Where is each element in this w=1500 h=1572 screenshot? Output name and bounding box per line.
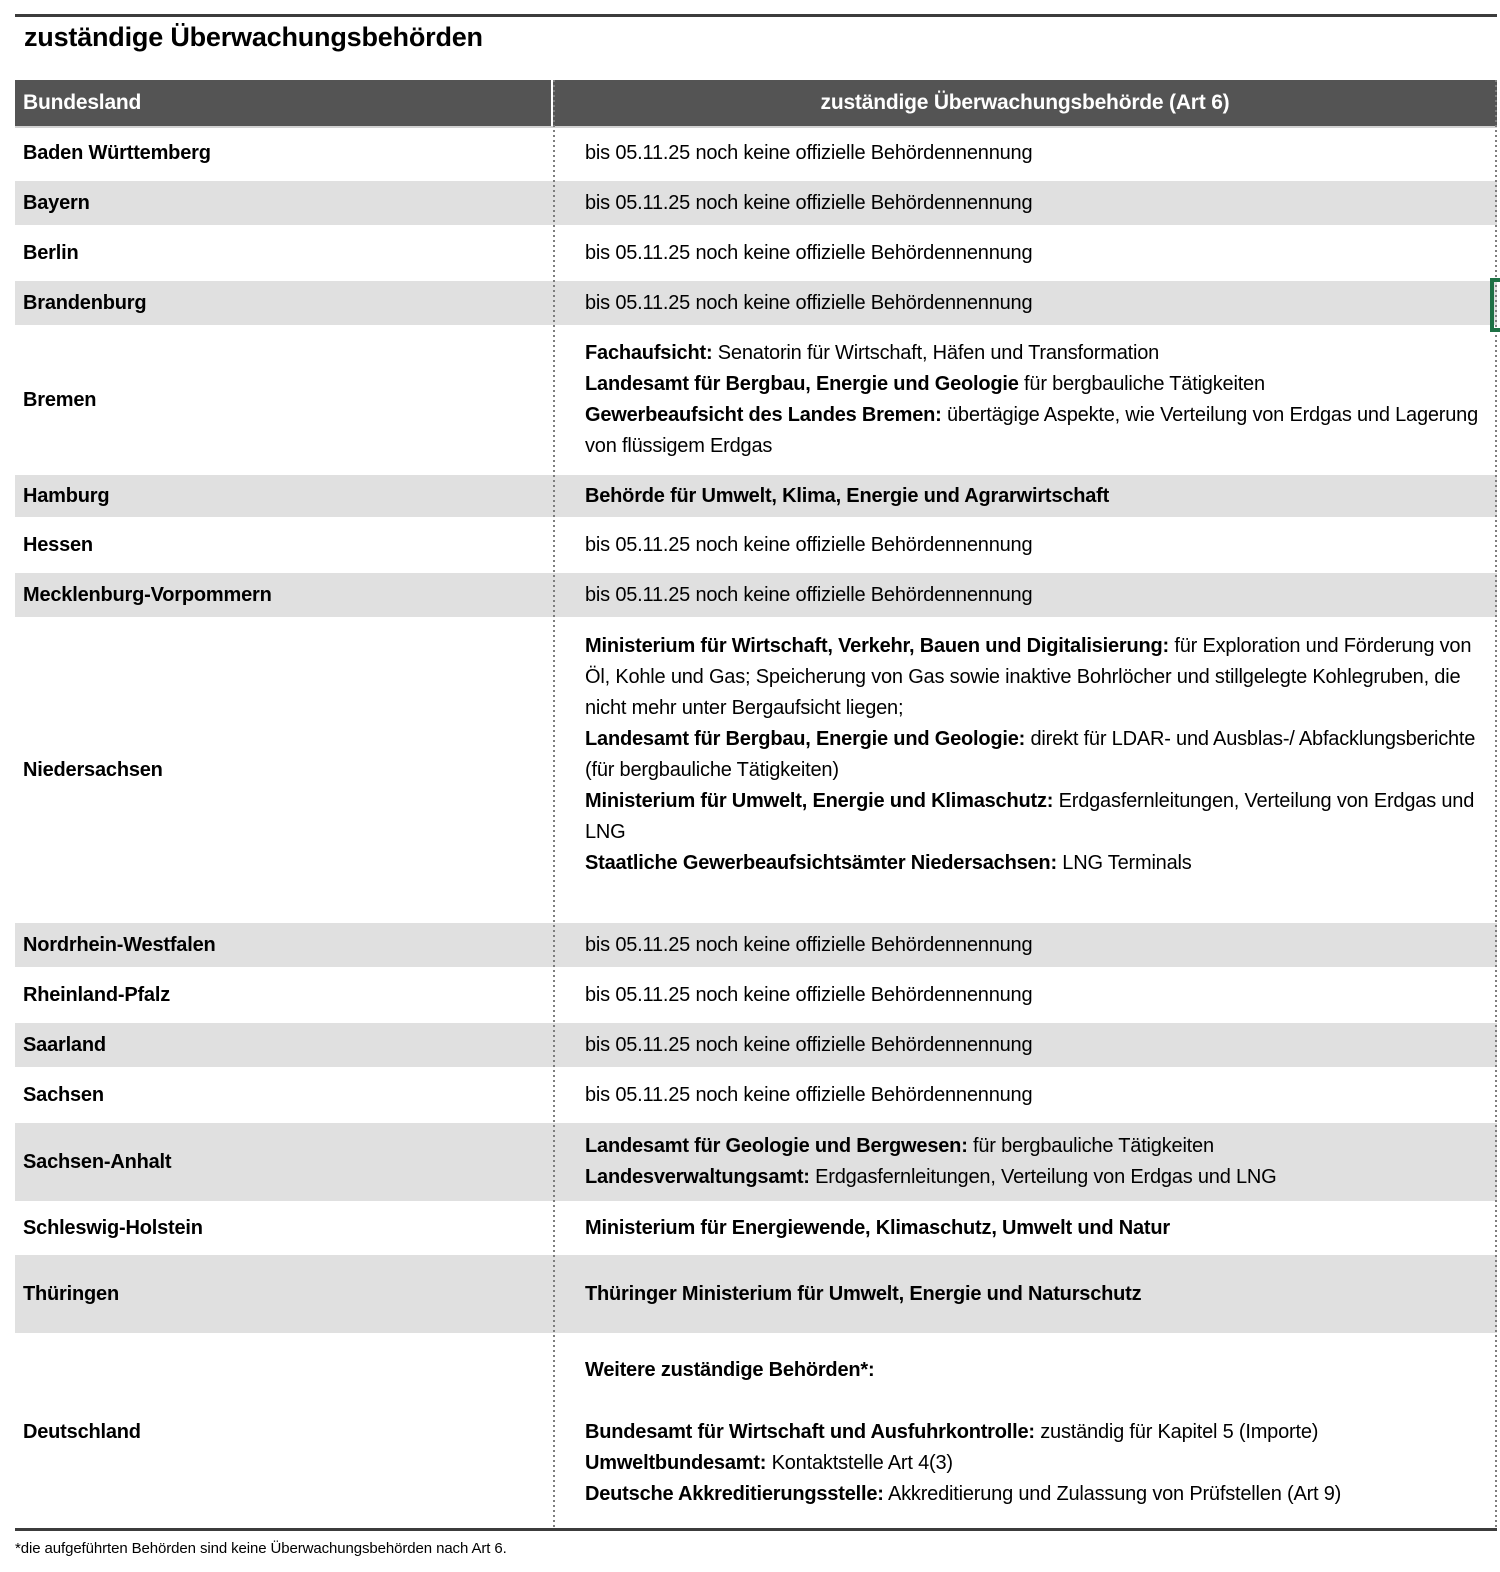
behoerde-entry: bis 05.11.25 noch keine offizielle Behördennennung xyxy=(585,191,1033,214)
behoerde-cell[interactable] xyxy=(553,181,1497,225)
behoerde-entry: Thüringer Ministerium für Umwelt, Energie und Naturschutz xyxy=(585,1282,1142,1305)
bundesland-cell[interactable]: Bayern xyxy=(23,191,90,214)
bundesland-cell[interactable]: Rheinland-Pfalz xyxy=(23,983,171,1006)
behoerde-cell[interactable] xyxy=(553,520,1497,570)
bundesland-cell[interactable]: Brandenburg xyxy=(23,291,147,314)
behoerde-entry: bis 05.11.25 noch keine offizielle Behördennennung xyxy=(585,291,1033,314)
behoerde-entry: Gewerbeaufsicht des Landes Bremen: übertägige Aspekte, wie Verteilung von Erdgas und Lagerung von flüssigem Erdgas xyxy=(585,404,1479,457)
table-row xyxy=(15,1120,1497,1204)
footnote: *die aufgeführten Behörden sind keine Überwachungsbehörden nach Art 6. xyxy=(15,1540,507,1557)
behoerde-entry: bis 05.11.25 noch keine offizielle Behördennennung xyxy=(585,533,1033,556)
bundesland-cell[interactable]: Baden Württemberg xyxy=(23,141,211,164)
table-row xyxy=(15,228,1497,278)
behoerde-cell[interactable] xyxy=(553,1123,1497,1201)
top-rule xyxy=(15,14,1497,17)
behoerde-cell[interactable] xyxy=(553,281,1497,325)
table-row xyxy=(15,1336,1497,1528)
bundesland-cell[interactable]: Hessen xyxy=(23,533,93,556)
bundesland-cell[interactable]: Hamburg xyxy=(23,484,110,507)
table-row xyxy=(15,128,1497,178)
column-header-behoerde: zuständige Überwachungsbehörde (Art 6) xyxy=(820,91,1230,114)
blank-line xyxy=(585,879,1483,910)
bundesland-cell[interactable]: Mecklenburg-Vorpommern xyxy=(23,583,272,606)
behoerde-entry: Landesverwaltungsamt: Erdgasfernleitungen, Verteilung von Erdgas und LNG xyxy=(585,1166,1277,1188)
bundesland-cell[interactable]: Berlin xyxy=(23,241,79,264)
behoerde-cell[interactable] xyxy=(553,970,1497,1020)
behoerde-entry: bis 05.11.25 noch keine offizielle Behördennennung xyxy=(585,933,1033,956)
behoerde-cell[interactable] xyxy=(553,1255,1497,1333)
behoerde-cell[interactable] xyxy=(553,923,1497,967)
behoerde-entry: Ministerium für Wirtschaft, Verkehr, Bauen und Digitalisierung: für Exploration und Förderung von Öl, Kohle und Gas; Speicherung von Gas sowie inaktive Bohrlöcher und stillgelegte Kohlegruben, die nicht mehr unter Bergaufsicht liegen; xyxy=(585,634,1472,719)
behoerde-entry: Behörde für Umwelt, Klima, Energie und Agrarwirtschaft xyxy=(585,484,1110,507)
behoerde-entry: Staatliche Gewerbeaufsichtsämter Niedersachsen: LNG Terminals xyxy=(585,851,1192,874)
column-header-bundesland: Bundesland xyxy=(15,80,553,126)
behoerde-entry: bis 05.11.25 noch keine offizielle Behördennennung xyxy=(585,583,1033,606)
behoerde-entry: Fachaufsicht: Senatorin für Wirtschaft, Häfen und Transformation xyxy=(585,342,1160,364)
behoerde-entry: Deutsche Akkreditierungsstelle: Akkreditierung und Zulassung von Prüfstellen (Art 9) xyxy=(585,1482,1342,1505)
table-row xyxy=(15,970,1497,1020)
behoerde-cell[interactable] xyxy=(553,1023,1497,1067)
bundesland-cell[interactable]: Thüringen xyxy=(23,1282,119,1305)
bundesland-cell[interactable]: Sachsen-Anhalt xyxy=(23,1150,172,1173)
behoerde-cell[interactable] xyxy=(553,573,1497,617)
blank-line xyxy=(585,1386,1483,1417)
column-divider-dotted xyxy=(553,80,555,1528)
behoerde-cell[interactable] xyxy=(553,1336,1497,1528)
bundesland-cell[interactable]: Saarland xyxy=(23,1033,106,1056)
behoerde-cell[interactable] xyxy=(553,328,1497,472)
bundesland-cell[interactable]: Deutschland xyxy=(23,1420,141,1443)
behoerde-entry: bis 05.11.25 noch keine offizielle Behördennennung xyxy=(585,241,1033,264)
behoerde-cell[interactable] xyxy=(553,475,1497,517)
behoerde-cell[interactable] xyxy=(553,1204,1497,1252)
behoerde-cell[interactable] xyxy=(553,128,1497,178)
table-row xyxy=(15,1070,1497,1120)
table-row xyxy=(15,1204,1497,1252)
table-row xyxy=(15,1020,1497,1070)
bundesland-cell[interactable]: Bremen xyxy=(23,388,97,411)
authorities-table xyxy=(15,80,1497,1531)
behoerde-cell[interactable] xyxy=(553,228,1497,278)
bundesland-cell[interactable]: Niedersachsen xyxy=(23,758,163,781)
behoerde-cell[interactable] xyxy=(553,620,1497,920)
table-header-row xyxy=(15,80,1497,128)
table-row xyxy=(15,328,1497,472)
behoerde-entry: Landesamt für Geologie und Bergwesen: für bergbauliche Tätigkeiten xyxy=(585,1135,1214,1157)
behoerde-entry: Ministerium für Umwelt, Energie und Klimaschutz: Erdgasfernleitungen, Verteilung von Erdgas und LNG xyxy=(585,789,1475,843)
bundesland-cell[interactable]: Nordrhein-Westfalen xyxy=(23,933,216,956)
behoerde-entry: Landesamt für Bergbau, Energie und Geologie für bergbauliche Tätigkeiten xyxy=(585,373,1265,395)
behoerde-entry: bis 05.11.25 noch keine offizielle Behördennennung xyxy=(585,141,1033,164)
cell-selection-indicator xyxy=(1490,278,1500,332)
table-row xyxy=(15,1252,1497,1336)
bundesland-cell[interactable]: Sachsen xyxy=(23,1083,104,1106)
bundesland-cell[interactable]: Schleswig-Holstein xyxy=(23,1216,203,1239)
table-row xyxy=(15,570,1497,620)
behoerde-entry: bis 05.11.25 noch keine offizielle Behördennennung xyxy=(585,1083,1033,1106)
table-row xyxy=(15,472,1497,520)
behoerde-entry: Ministerium für Energiewende, Klimaschutz, Umwelt und Natur xyxy=(585,1216,1170,1239)
behoerde-entry: bis 05.11.25 noch keine offizielle Behördennennung xyxy=(585,1033,1033,1056)
table-body xyxy=(15,128,1497,1528)
table-row xyxy=(15,278,1497,328)
table-row xyxy=(15,520,1497,570)
page-title: zuständige Überwachungsbehörden xyxy=(24,22,483,52)
behoerde-entry: bis 05.11.25 noch keine offizielle Behördennennung xyxy=(585,983,1033,1006)
behoerde-cell[interactable] xyxy=(553,1070,1497,1120)
behoerde-entry: Umweltbundesamt: Kontaktstelle Art 4(3) xyxy=(585,1451,953,1474)
behoerde-entry: Weitere zuständige Behörden*: xyxy=(585,1358,875,1381)
table-row xyxy=(15,920,1497,970)
behoerde-entry: Bundesamt für Wirtschaft und Ausfuhrkontrolle: zuständig für Kapitel 5 (Importe) xyxy=(585,1420,1319,1443)
table-row xyxy=(15,178,1497,228)
behoerde-entry: Landesamt für Bergbau, Energie und Geologie: direkt für LDAR- und Ausblas-/ Abfacklungsberichte (für bergbauliche Tätigkeiten) xyxy=(585,727,1476,781)
table-row xyxy=(15,620,1497,920)
